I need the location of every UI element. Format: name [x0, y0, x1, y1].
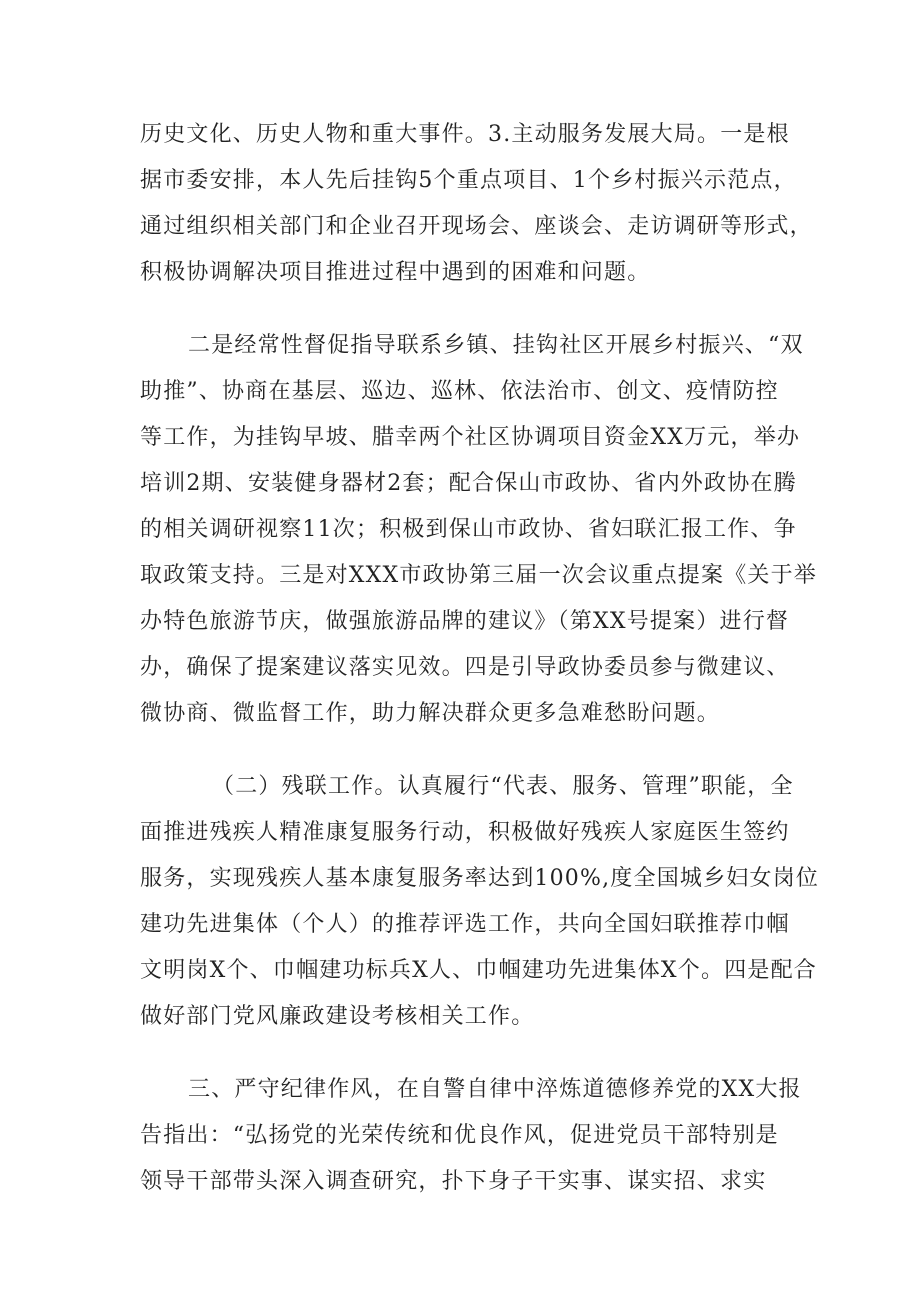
- text-line: 的相关调研视察11次；积极到保山市政协、省妇联汇报工作、争: [140, 517, 797, 542]
- text-line: 培训2期、安装健身器材2套；配合保山市政协、省内外政协在腾: [140, 471, 797, 496]
- text-line: 二是经常性督促指导联系乡镇、挂钩社区开展乡村振兴、“双: [188, 333, 804, 358]
- text-line: 取政策支持。三是对XXX市政协第三届一次会议重点提案《关于举: [140, 563, 817, 588]
- text-line: 办，确保了提案建议落实见效。四是引导政协委员参与微建议、: [140, 655, 790, 680]
- text-line: 通过组织相关部门和企业召开现场会、座谈会、走访调研等形式，: [140, 214, 813, 239]
- paragraph-discipline: [140, 1067, 800, 1205]
- text-line: 积极协调解决项目推进过程中遇到的困难和问题。: [140, 260, 651, 285]
- text-line: 做好部门党风廉政建设考核相关工作。: [140, 1004, 535, 1029]
- paragraph-disability-federation: [140, 764, 820, 1040]
- section-heading-line: （二）残联工作。认真履行“代表、服务、管理”职能，全: [212, 774, 794, 799]
- section-heading-line: 三、严守纪律作风，在自警自律中淬炼道德修养党的XX大报: [188, 1077, 802, 1102]
- paragraph-continuation: [140, 112, 813, 296]
- text-line: 办特色旅游节庆，做强旅游品牌的建议》（第XX号提案）进行督: [140, 609, 790, 634]
- paragraph-item-two: [140, 323, 817, 737]
- document-body: [140, 112, 820, 1205]
- text-line: 据市委安排，本人先后挂钩5个重点项目、1个乡村振兴示范点，: [140, 168, 797, 193]
- text-line: 文明岗X个、巾帼建功标兵X人、巾帼建功先进集体X个。四是配合: [140, 958, 817, 983]
- text-line: 等工作，为挂钩早坡、腊幸两个社区协调项目资金XX万元，举办: [140, 425, 801, 450]
- text-line: 告指出：“弘扬党的光荣传统和优良作风，促进党员干部特别是: [140, 1123, 779, 1148]
- text-line: 面推进残疾人精准康复服务行动，积极做好残疾人家庭医生签约: [140, 820, 790, 845]
- text-line: 微协商、微监督工作，助力解决群众更多急难愁盼问题。: [140, 701, 721, 726]
- text-line: 服务，实现残疾人基本康复服务率达到100%,度全国城乡妇女岗位: [140, 866, 820, 891]
- text-line: 助推”、协商在基层、巡边、巡林、依法治市、创文、疫情防控: [140, 379, 779, 404]
- text-line: 历史文化、历史人物和重大事件。3.主动服务发展大局。一是根: [140, 122, 790, 147]
- text-line: 建功先进集体（个人）的推荐评选工作，共向全国妇联推荐巾帼: [140, 912, 790, 937]
- text-line: 领导干部带头深入调查研究，扑下身子干实事、谋实招、求实: [140, 1169, 767, 1194]
